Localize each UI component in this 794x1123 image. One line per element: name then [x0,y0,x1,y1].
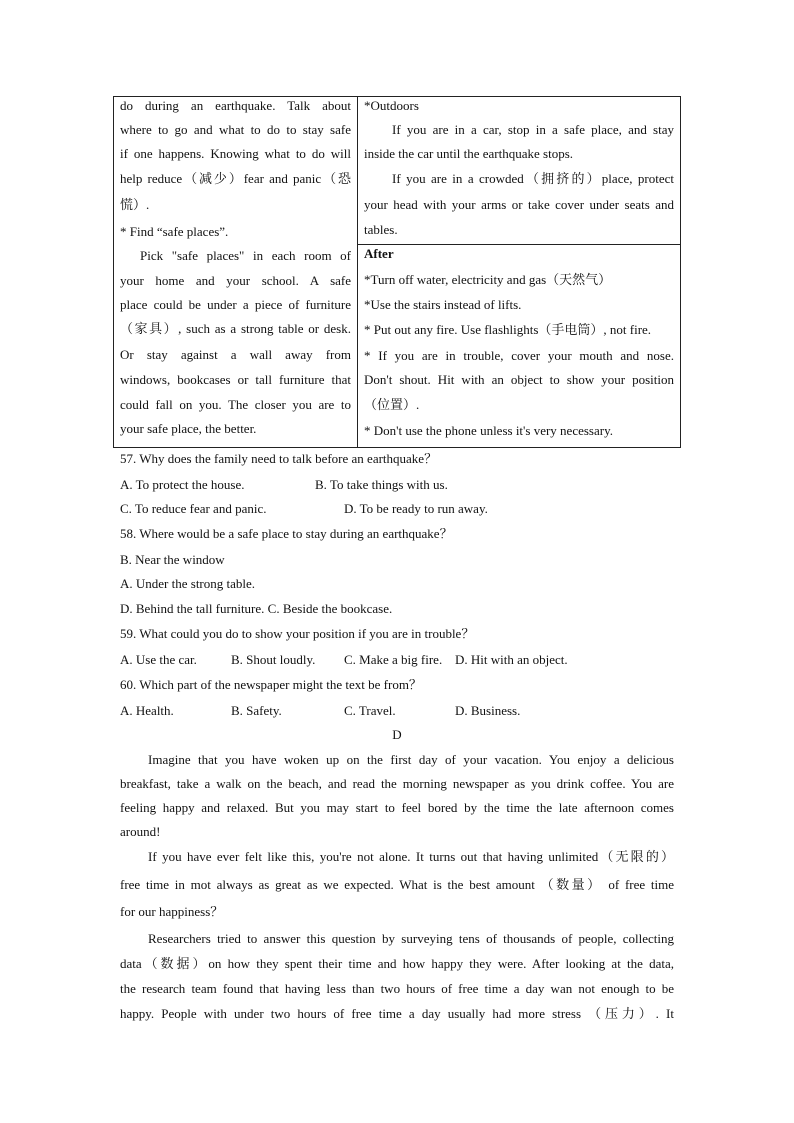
table-left-column [114,97,358,447]
after-line: Don't shout. Hit with an object to show your position [364,372,674,387]
option-60d: D. Business. [455,703,521,718]
paragraph-line: If you have ever felt like this, you're not alone. It turns out that having unlimited（无限的） [148,849,674,864]
left-line: 慌）. [120,197,150,212]
question-59: 59. What could you do to show your position if you are in trouble？ [120,626,475,641]
option-60b: B. Safety. [231,703,282,718]
option-58a: A. Under the strong table. [120,576,256,591]
paragraph-line: feeling happy and relaxed. But you may start to feel bored by the time the late afternoon comes [120,800,674,815]
outdoors-line: inside the car until the earthquake stops. [364,146,574,161]
paragraph-line: Imagine that you have woken up on the first day of your vacation. You enjoy a delicious [148,752,674,767]
question-58: 58. Where would be a safe place to stay during an earthquake？ [120,526,453,541]
option-59d: D. Hit with an object. [455,652,568,667]
left-line: could fall on you. The closer you are to [120,397,351,412]
after-line: *Use the stairs instead of lifts. [364,297,522,312]
after-line: （位置）. [364,397,420,412]
table-right-column [358,97,680,447]
option-60a: A. Health. [120,703,174,718]
left-line: Pick "safe places" in each room of [140,248,351,263]
section-d-heading: D [392,727,402,742]
after-line: *Turn off water, electricity and gas（天然气） [364,272,612,287]
after-heading: After [364,246,394,261]
after-line: * Don't use the phone unless it's very necessary. [364,423,613,438]
after-cell [358,245,680,447]
paragraph-line: free time in mot always as great as we expected. What is the best amount （数量） of free time [120,877,674,892]
left-line: your home and your school. A safe [120,273,351,288]
paragraph-line: for our happiness？ [120,904,224,919]
paragraph-line: happy. People with under two hours of free time a day usually had more stress （压力）. It [120,1006,674,1021]
left-line: windows, bookcases or tall furniture that [120,372,351,387]
left-line: where to go and what to do to stay safe [120,122,351,137]
outdoors-heading: *Outdoors [364,98,419,113]
option-57c: C. To reduce fear and panic. [120,501,267,516]
option-57b: B. To take things with us. [315,477,448,492]
left-line: do during an earthquake. Talk about [120,98,351,113]
left-line: your safe place, the better. [120,421,257,436]
option-57d: D. To be ready to run away. [344,501,488,516]
outdoors-cell [358,97,680,245]
outdoors-line: your head with your arms or take cover under seats and [364,197,674,212]
paragraph-line: the research team found that having less than two hours of free time a day wan not enough to be [120,981,674,996]
option-59a: A. Use the car. [120,652,197,667]
left-line: place could be under a piece of furniture [120,297,351,312]
paragraph-line: breakfast, take a walk on the beach, and read the morning newspaper as you drink coffee. You are [120,776,674,791]
outdoors-line: If you are in a car, stop in a safe place, and stay [392,122,674,137]
option-60c: C. Travel. [344,703,396,718]
question-57: 57. Why does the family need to talk before an earthquake？ [120,451,438,466]
outdoors-line: If you are in a crowded（拥挤的）place, protect [392,171,674,186]
after-line: * Put out any fire. Use flashlights（手电筒）, not fire. [364,322,652,337]
option-59c: C. Make a big fire. [344,652,443,667]
left-line: * Find “safe places”. [120,224,229,239]
after-line: * If you are in trouble, cover your mouth and nose. [364,348,674,363]
left-line: （家具）, such as a strong table or desk. [120,321,351,336]
left-line: help reduce（减少）fear and panic（恐 [120,171,351,186]
paragraph-line: Researchers tried to answer this question by surveying tens of thousands of people, collecting [148,931,674,946]
left-line: if one happens. Knowing what to do will [120,146,351,161]
left-line: Or stay against a wall away from [120,347,351,362]
option-58dc: D. Behind the tall furniture. C. Beside the bookcase. [120,601,393,616]
outdoors-line: tables. [364,222,398,237]
paragraph-line: data（数据）on how they spent their time and how happy they were. After looking at the data, [120,956,674,971]
option-58b: B. Near the window [120,552,225,567]
option-57a: A. To protect the house. [120,477,245,492]
option-59b: B. Shout loudly. [231,652,316,667]
paragraph-line: around! [120,824,161,839]
question-60: 60. Which part of the newspaper might the text be from？ [120,677,422,692]
earthquake-tips-table [113,96,681,448]
